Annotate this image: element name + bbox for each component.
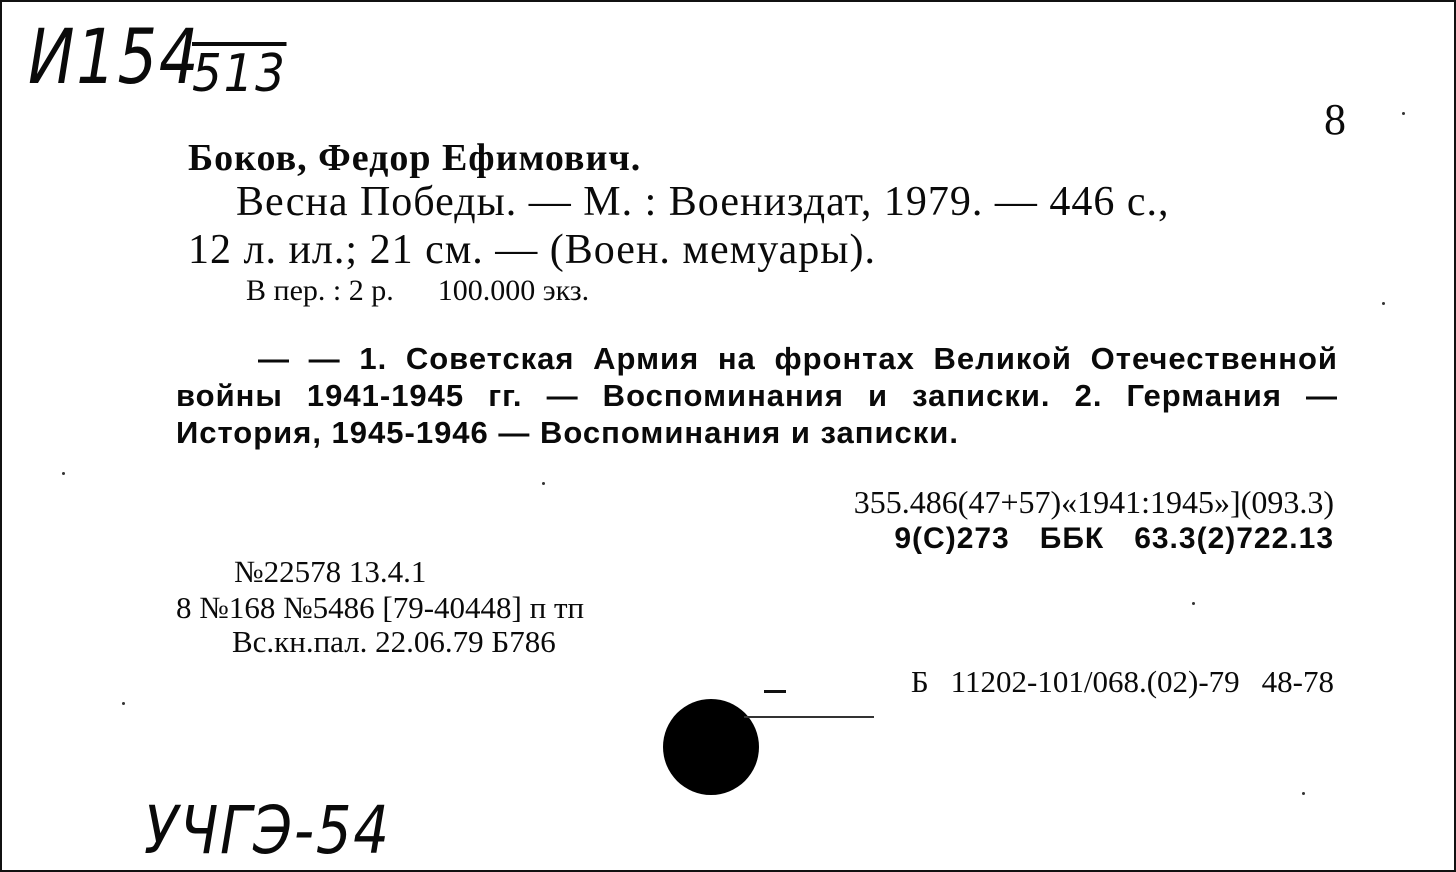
publisher-code-number: 11202-101/068.(02)-79 — [950, 664, 1240, 699]
handwritten-bottom-note: УЧГЭ-54 — [144, 792, 391, 869]
dust-speck — [1192, 602, 1195, 605]
bbk-code: 63.3(2)722.13 — [1134, 522, 1334, 555]
price-line — [246, 274, 589, 308]
dust-speck — [1302, 792, 1305, 795]
publisher-code-prefix: Б — [910, 664, 929, 699]
dust-speck — [1382, 302, 1385, 305]
tech-line-3: Вс.кн.пал. 22.06.79 Б786 — [232, 624, 556, 659]
print-run: 100.000 экз. — [437, 274, 590, 307]
dash-mark — [764, 690, 786, 693]
dust-speck — [122, 702, 125, 705]
handwritten-shelf-mark: И154 — [28, 12, 201, 101]
scratch-line — [744, 716, 874, 718]
publisher-code — [911, 664, 1334, 700]
dust-speck — [542, 482, 545, 485]
subject-headings: — — 1. Советская Армия на фронтах Великой Отечественной войны 1941-1945 гг. — Воспоминания и записки. 2. Германия — История, 1945-1946 — Воспоминания и записки. — [176, 341, 1338, 450]
udc-index: 355.486(47+57)«1941:1945»](093.3) — [853, 484, 1334, 520]
title-line-1: Весна Победы. — М. : Воениздат, 1979. — 446 с., — [236, 179, 1170, 225]
handwritten-shelf-fraction: 513 — [192, 44, 287, 104]
library-code: 9(С)273 — [894, 522, 1010, 555]
punch-hole — [663, 699, 759, 795]
card-number: 8 — [1324, 95, 1346, 144]
classification-line — [894, 522, 1334, 556]
tech-line-2: 8 №168 №5486 [79-40448] п тп — [176, 590, 585, 625]
dust-speck — [62, 472, 65, 475]
publisher-code-suffix: 48-78 — [1261, 664, 1334, 699]
dust-speck — [1402, 112, 1405, 115]
binding-price: В пер. : 2 р. — [246, 274, 394, 307]
bbk-label: ББК — [1039, 522, 1105, 555]
title-line-2: 12 л. ил.; 21 см. — (Воен. мемуары). — [188, 227, 877, 273]
tech-line-1: №22578 13.4.1 — [234, 554, 427, 589]
author-heading: Боков, Федор Ефимович. — [188, 137, 642, 179]
